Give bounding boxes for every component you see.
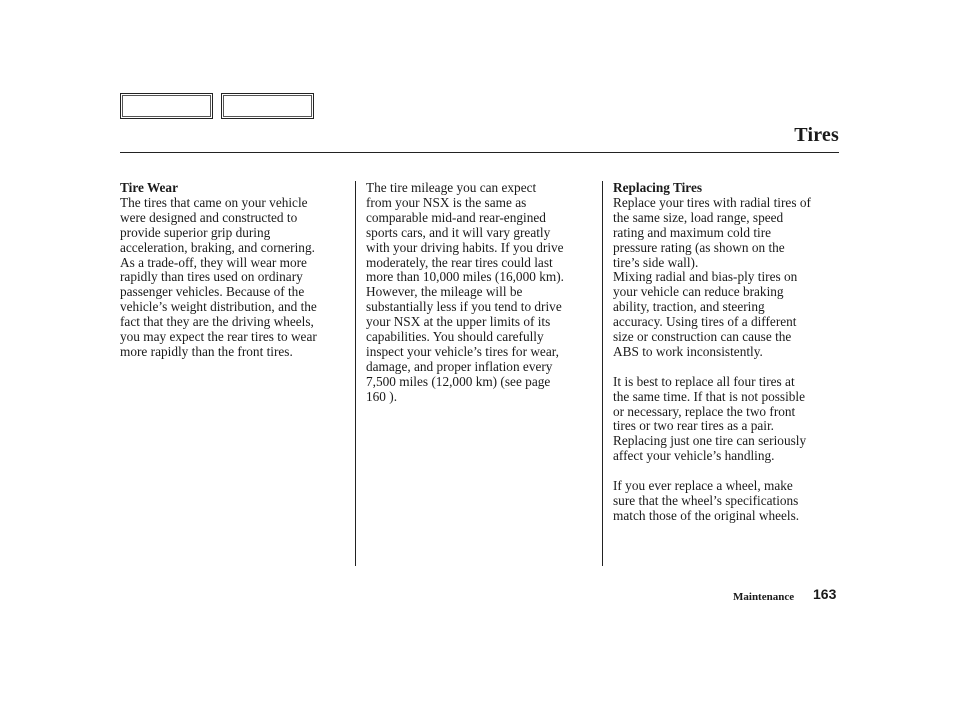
text-line: If you ever replace a wheel, make bbox=[613, 478, 793, 494]
page-number: 163 bbox=[813, 586, 837, 602]
paragraph-gap bbox=[613, 360, 845, 375]
text-line: sure that the wheel’s specifications bbox=[613, 493, 799, 508]
text-line: with your driving habits. If you drive bbox=[366, 239, 564, 255]
text-line: match those of the original wheels. bbox=[613, 507, 800, 523]
text-line: inspect your vehicle’s tires for wear, bbox=[366, 343, 559, 359]
text-line: The tires that came on your vehicle bbox=[120, 194, 308, 210]
text-line: Mixing radial and bias-ply tires on bbox=[613, 269, 798, 285]
text-line: Replace your tires with radial tires of bbox=[613, 194, 811, 210]
column-replacing-tires bbox=[613, 181, 845, 524]
text-line: the same time. If that is not possible bbox=[613, 388, 806, 404]
title-divider bbox=[120, 152, 839, 153]
text-line: capabilities. You should carefully bbox=[366, 329, 544, 345]
text-line: tires or two rear tires as a pair. bbox=[613, 418, 774, 434]
text-line: moderately, the rear tires could last bbox=[366, 254, 553, 270]
text-line: 7,500 miles (12,000 km) (see page bbox=[366, 373, 551, 389]
text-line: more rapidly than the front tires. bbox=[120, 343, 293, 359]
text-line: rapidly than tires used on ordinary bbox=[120, 269, 303, 285]
text-line: vehicle’s weight distribution, and the bbox=[120, 299, 317, 315]
text-line: Replacing just one tire can seriously bbox=[613, 433, 807, 449]
text-line: As a trade-off, they will wear more bbox=[120, 254, 307, 270]
column-divider bbox=[355, 181, 356, 566]
text-line: affect your vehicle’s handling. bbox=[613, 448, 775, 464]
text-line: sports cars, and it will vary greatly bbox=[366, 224, 551, 240]
text-line: ability, traction, and steering bbox=[613, 299, 765, 315]
text-line: fact that they are the driving wheels, bbox=[120, 314, 314, 330]
text-line: size or construction can cause the bbox=[613, 329, 792, 345]
text-line: your vehicle can reduce braking bbox=[613, 284, 784, 300]
page-reference-link[interactable]: 160 ). bbox=[366, 388, 398, 404]
nav-button-2[interactable] bbox=[221, 93, 314, 119]
paragraph-tire-wear bbox=[120, 196, 350, 360]
text-line: more than 10,000 miles (16,000 km). bbox=[366, 269, 564, 285]
text-line: accuracy. Using tires of a different bbox=[613, 314, 797, 330]
text-line: your NSX at the upper limits of its bbox=[366, 314, 551, 330]
column-tire-mileage bbox=[366, 181, 598, 405]
text-line: from your NSX is the same as bbox=[366, 194, 527, 210]
text-line: acceleration, braking, and cornering. bbox=[120, 239, 315, 255]
text-line: you may expect the rear tires to wear bbox=[120, 329, 317, 345]
text-line: substantially less if you tend to drive bbox=[366, 299, 562, 315]
text-line: pressure rating (as shown on the bbox=[613, 239, 785, 255]
text-line: were designed and constructed to bbox=[120, 209, 298, 225]
text-line: provide superior grip during bbox=[120, 224, 271, 240]
nav-button-1[interactable] bbox=[120, 93, 213, 119]
text-line: However, the mileage will be bbox=[366, 284, 523, 300]
column-tire-wear bbox=[120, 181, 350, 360]
text-line: or necessary, replace the two front bbox=[613, 403, 796, 419]
text-line: the same size, load range, speed bbox=[613, 209, 784, 225]
text-line: tire’s side wall). bbox=[613, 254, 699, 270]
text-line: damage, and proper inflation every bbox=[366, 358, 553, 374]
text-line: rating and maximum cold tire bbox=[613, 224, 772, 240]
section-heading-tire-wear: Tire Wear bbox=[120, 180, 178, 195]
text-line: passenger vehicles. Because of the bbox=[120, 284, 305, 300]
text-line: The tire mileage you can expect bbox=[366, 180, 537, 195]
footer-section-label: Maintenance bbox=[733, 591, 795, 603]
paragraph-gap bbox=[613, 464, 845, 479]
text-line: It is best to replace all four tires at bbox=[613, 373, 795, 389]
page-title: Tires bbox=[794, 124, 839, 146]
column-divider bbox=[602, 181, 603, 566]
text-line: ABS to work inconsistently. bbox=[613, 343, 763, 359]
text-line: comparable mid-and rear-engined bbox=[366, 209, 546, 225]
section-heading-replacing-tires: Replacing Tires bbox=[613, 180, 703, 195]
